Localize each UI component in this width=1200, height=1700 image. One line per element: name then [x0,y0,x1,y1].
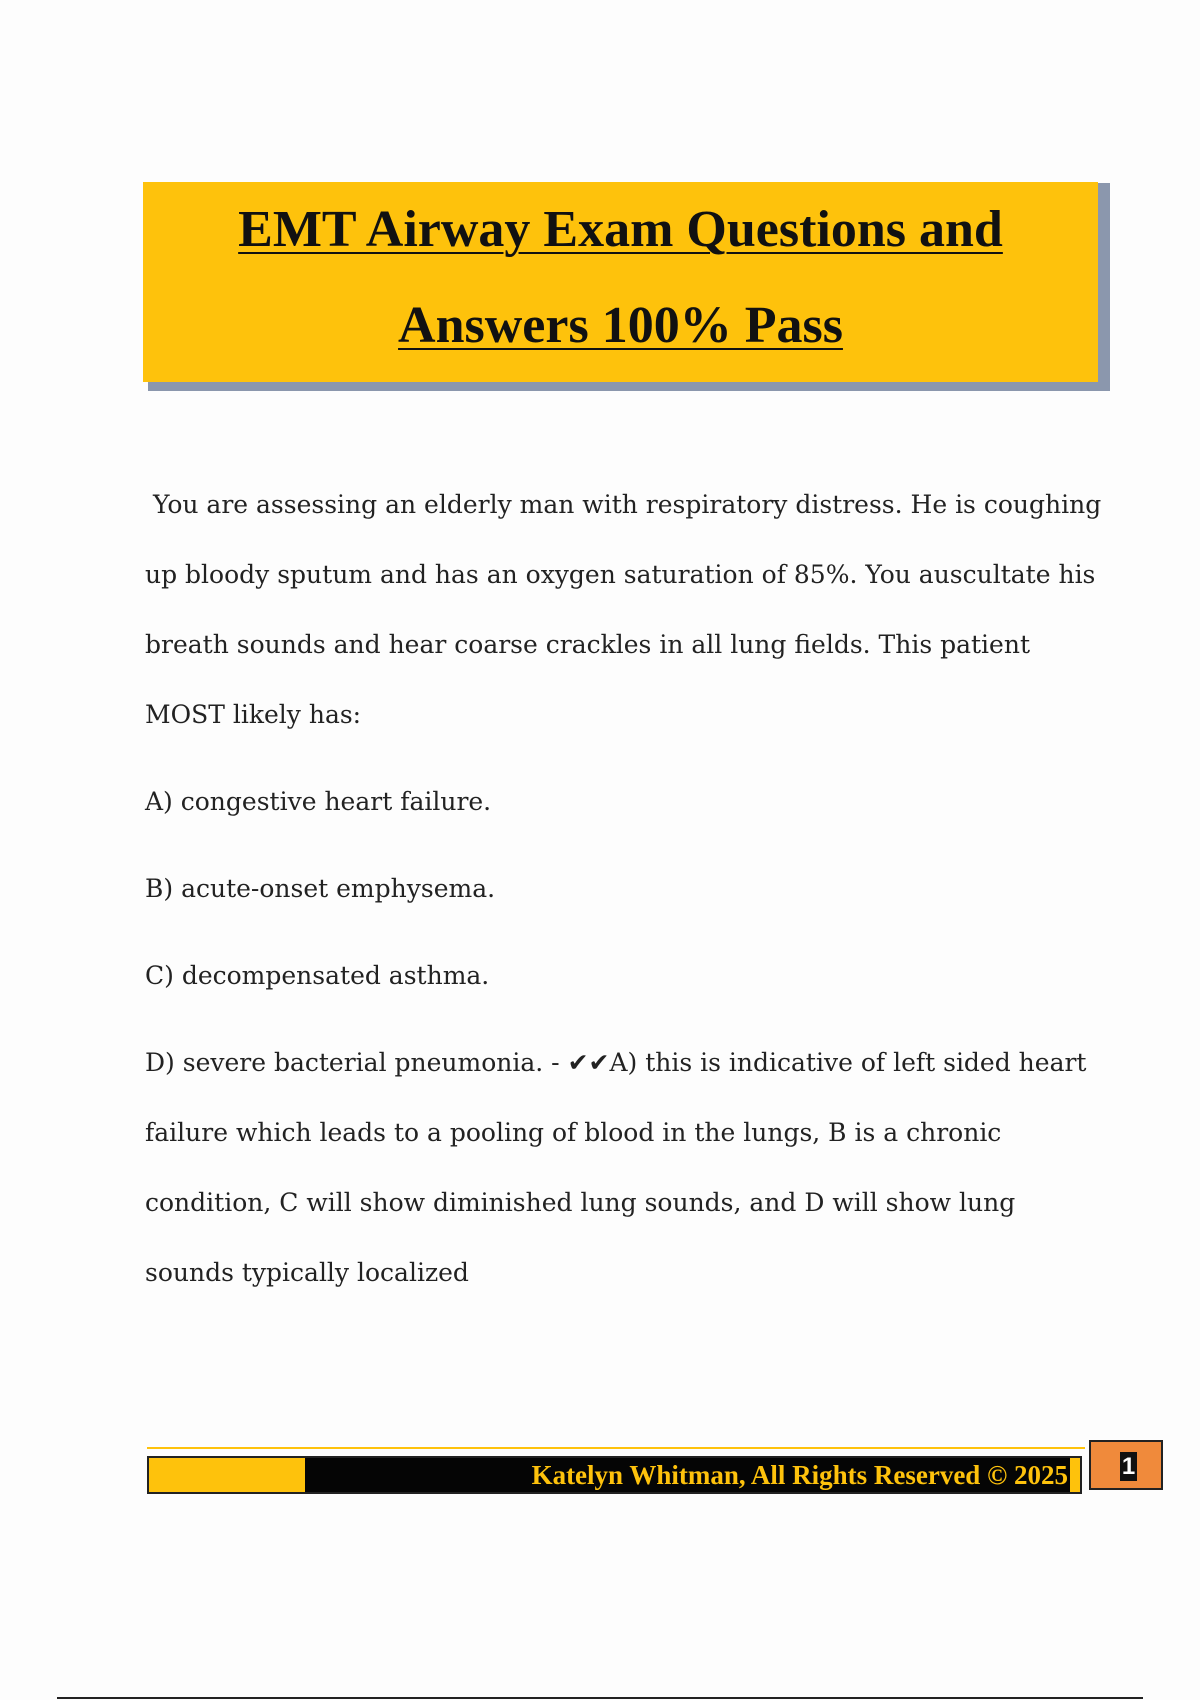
footer-copyright-strip [305,1458,1070,1492]
title-line-1 [143,182,1098,278]
title-text-2: Answers 100% Pass [398,297,843,354]
option-c: C) decompensated asthma. [145,961,490,990]
footer-copyright: Katelyn Whitman, All Rights Reserved © 2025 [531,1460,1068,1490]
option-a: A) congestive heart failure. [145,787,492,816]
question-content [145,470,1105,1308]
question-text: You are assessing an elderly man with respiratory distress. He is coughing up bloody sputum and has an oxygen saturation of 85%. You auscultate his breath sounds and hear coarse crackles in all lung fields. This patient MOST likely has: [145,490,1102,729]
title-text-1: EMT Airway Exam Questions and [238,201,1003,258]
title-banner [143,182,1098,382]
page-number: 1 [1121,1453,1136,1480]
bottom-rule [57,1697,1143,1699]
option-b: B) acute-onset emphysema. [145,874,496,903]
option-d-with-answer: D) severe bacterial pneumonia. - ✔✔A) this is indicative of left sided heart failure which leads to a pooling of blood in the lungs, B is a chronic condition, C will show diminished lung sounds, and D will show lung sounds typically localized [145,1048,1087,1287]
title-line-2 [143,278,1098,374]
footer-divider [147,1447,1085,1449]
